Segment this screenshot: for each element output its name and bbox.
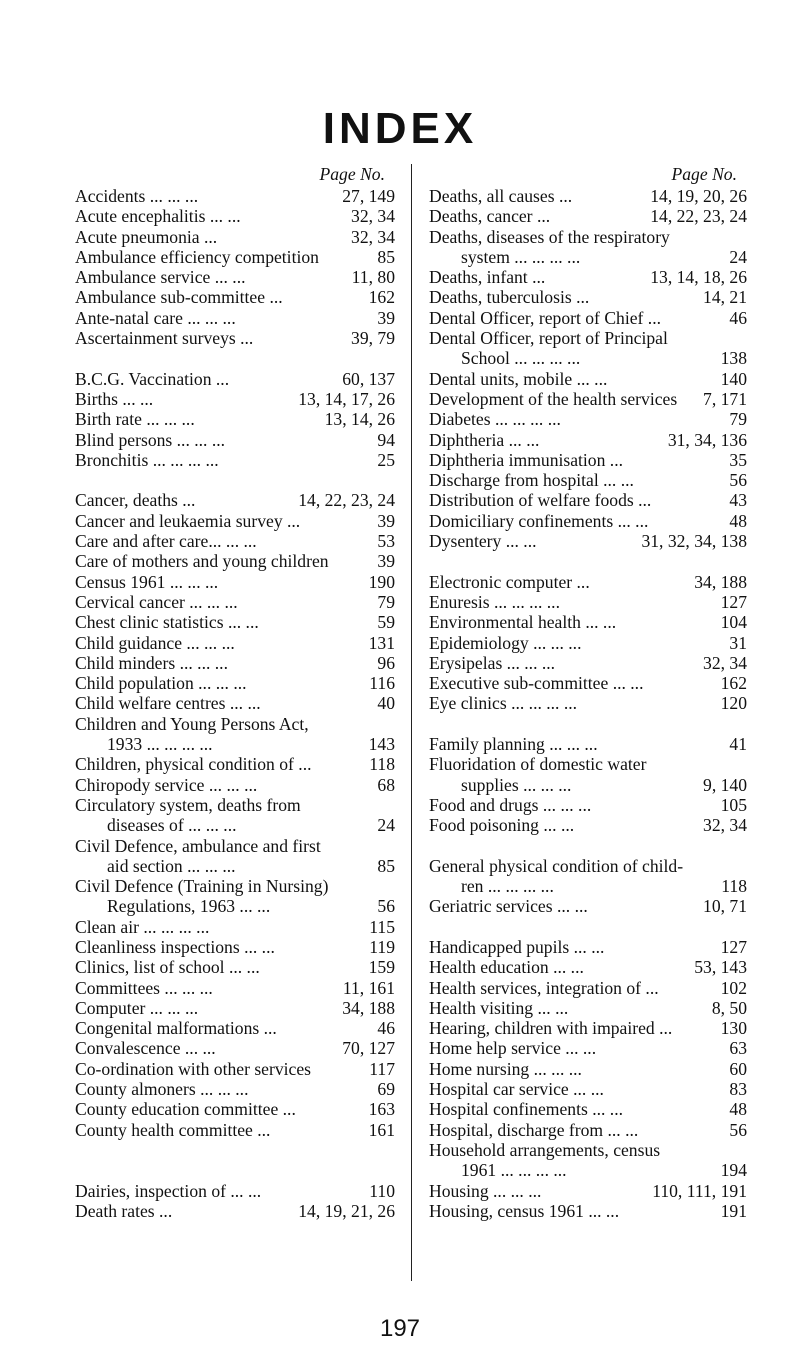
index-entry bbox=[429, 937, 747, 957]
entry-term: Enuresis ... ... ... ... bbox=[429, 591, 560, 612]
index-entry bbox=[429, 1099, 747, 1119]
entry-pages: 116 bbox=[365, 673, 395, 693]
index-entry bbox=[429, 206, 747, 226]
index-entry bbox=[75, 328, 395, 348]
index-entry bbox=[429, 775, 747, 795]
entry-pages: 11, 80 bbox=[348, 267, 395, 287]
index-entry bbox=[75, 389, 395, 409]
index-entry bbox=[429, 572, 747, 592]
entry-pages: 127 bbox=[717, 592, 747, 612]
entry-term: Electronic computer ... bbox=[429, 571, 590, 592]
entry-pages: 59 bbox=[373, 612, 395, 632]
entry-term: Discharge from hospital ... ... bbox=[429, 470, 634, 491]
entry-pages: 79 bbox=[725, 409, 747, 429]
index-entry bbox=[75, 186, 395, 206]
entry-term: Cancer and leukaemia survey ... bbox=[75, 510, 301, 531]
entry-pages: 11, 161 bbox=[339, 978, 395, 998]
entry-term: Cleanliness inspections ... ... bbox=[75, 936, 275, 957]
entry-pages: 7, 171 bbox=[699, 389, 747, 409]
entry-term: Child welfare centres ... ... bbox=[75, 693, 261, 714]
entry-pages: 25 bbox=[373, 450, 395, 470]
index-entry bbox=[429, 592, 747, 612]
entry-term: Children, physical condition of ... bbox=[75, 754, 312, 775]
entry-pages: 14, 19, 20, 26 bbox=[646, 186, 747, 206]
index-entry bbox=[75, 490, 395, 510]
entries-left bbox=[75, 186, 395, 1221]
index-entry bbox=[429, 328, 747, 348]
entry-term: Care and after care... ... ... bbox=[75, 531, 257, 552]
entry-term: Development of the health services bbox=[429, 388, 678, 409]
entry-pages: 127 bbox=[717, 937, 747, 957]
entry-term: Household arrangements, census bbox=[429, 1139, 661, 1160]
index-entry bbox=[429, 1201, 747, 1221]
entry-term: County health committee ... bbox=[75, 1119, 271, 1140]
entry-pages: 31, 32, 34, 138 bbox=[637, 531, 747, 551]
section-gap bbox=[429, 836, 747, 856]
entry-term: Chest clinic statistics ... ... bbox=[75, 612, 259, 633]
entry-pages: 140 bbox=[717, 369, 747, 389]
entry-pages: 118 bbox=[365, 754, 395, 774]
entry-pages: 13, 14, 17, 26 bbox=[294, 389, 395, 409]
index-entry bbox=[429, 470, 747, 490]
index-entry bbox=[75, 978, 395, 998]
entry-pages: 120 bbox=[717, 693, 747, 713]
entry-term: School ... ... ... ... bbox=[461, 348, 581, 369]
entry-pages: 31 bbox=[725, 633, 747, 653]
entry-pages: 13, 14, 18, 26 bbox=[646, 267, 747, 287]
entry-pages: 32, 34 bbox=[347, 227, 395, 247]
entry-pages: 56 bbox=[725, 1120, 747, 1140]
index-entry bbox=[429, 308, 747, 328]
index-entry bbox=[75, 795, 395, 815]
entry-term: Cancer, deaths ... bbox=[75, 490, 196, 511]
entry-pages: 39 bbox=[373, 308, 395, 328]
index-entry bbox=[429, 876, 747, 896]
entry-pages: 60, 137 bbox=[338, 369, 395, 389]
index-entry bbox=[75, 1120, 395, 1140]
index-entry bbox=[429, 856, 747, 876]
entry-term: Committees ... ... ... bbox=[75, 977, 213, 998]
index-entry bbox=[75, 592, 395, 612]
entry-term: Housing ... ... ... bbox=[429, 1180, 542, 1201]
index-entry bbox=[75, 409, 395, 429]
index-entry bbox=[75, 693, 395, 713]
entry-term: Civil Defence (Training in Nursing) bbox=[75, 876, 329, 897]
index-entry bbox=[75, 775, 395, 795]
entry-pages: 159 bbox=[365, 957, 395, 977]
entry-pages: 79 bbox=[373, 592, 395, 612]
entry-term: Acute encephalitis ... ... bbox=[75, 206, 241, 227]
entry-term: Circulatory system, deaths from bbox=[75, 794, 301, 815]
index-entry bbox=[429, 531, 747, 551]
index-entry bbox=[75, 734, 395, 754]
entry-term: Diphtheria immunisation ... bbox=[429, 449, 623, 470]
index-entry bbox=[75, 227, 395, 247]
index-entry bbox=[429, 653, 747, 673]
entry-term: General physical condition of child- bbox=[429, 855, 684, 876]
entry-pages: 162 bbox=[717, 673, 747, 693]
entry-term: Chiropody service ... ... ... bbox=[75, 774, 258, 795]
index-entry bbox=[75, 612, 395, 632]
entry-term: Erysipelas ... ... ... bbox=[429, 652, 556, 673]
entry-pages: 68 bbox=[373, 775, 395, 795]
entry-pages: 94 bbox=[373, 430, 395, 450]
entry-term: Home nursing ... ... ... bbox=[429, 1058, 582, 1079]
entry-pages: 14, 19, 21, 26 bbox=[294, 1201, 395, 1221]
entry-term: Epidemiology ... ... ... bbox=[429, 632, 582, 653]
entry-pages: 46 bbox=[373, 1018, 395, 1038]
entry-term: aid section ... ... ... bbox=[107, 855, 236, 876]
entry-term: Health visiting ... ... bbox=[429, 997, 569, 1018]
entry-term: Birth rate ... ... ... bbox=[75, 409, 195, 430]
entry-term: Deaths, infant ... bbox=[429, 267, 546, 288]
index-entry bbox=[75, 1038, 395, 1058]
entry-term: Dysentery ... ... bbox=[429, 531, 537, 552]
section-gap bbox=[429, 551, 747, 571]
entry-term: Food poisoning ... ... bbox=[429, 815, 575, 836]
index-entry bbox=[75, 267, 395, 287]
entry-term: Clean air ... ... ... ... bbox=[75, 916, 210, 937]
index-entry bbox=[429, 896, 747, 916]
index-entry bbox=[429, 267, 747, 287]
entry-pages: 143 bbox=[365, 734, 395, 754]
entry-term: Co-ordination with other services bbox=[75, 1058, 311, 1079]
entry-pages: 32, 34 bbox=[347, 206, 395, 226]
index-entry bbox=[429, 734, 747, 754]
entry-pages: 13, 14, 26 bbox=[321, 409, 395, 429]
index-entry bbox=[429, 612, 747, 632]
index-entry bbox=[429, 369, 747, 389]
section-gap bbox=[75, 1160, 395, 1180]
entry-term: Ambulance sub-committee ... bbox=[75, 287, 283, 308]
entry-pages: 110, 111, 191 bbox=[648, 1181, 747, 1201]
entry-pages: 83 bbox=[725, 1079, 747, 1099]
entry-term: diseases of ... ... ... bbox=[107, 815, 237, 836]
entry-pages: 24 bbox=[373, 815, 395, 835]
index-entry bbox=[75, 1181, 395, 1201]
entry-pages: 9, 140 bbox=[699, 775, 747, 795]
entry-term: supplies ... ... ... bbox=[461, 774, 572, 795]
entry-term: Child population ... ... ... bbox=[75, 673, 247, 694]
entry-pages: 131 bbox=[365, 633, 395, 653]
section-gap bbox=[75, 470, 395, 490]
index-entry bbox=[429, 450, 747, 470]
entry-pages: 85 bbox=[373, 856, 395, 876]
entry-term: Regulations, 1963 ... ... bbox=[107, 896, 271, 917]
index-entry bbox=[75, 1079, 395, 1099]
entry-pages: 163 bbox=[365, 1099, 395, 1119]
entry-term: Hospital confinements ... ... bbox=[429, 1099, 623, 1120]
entry-pages: 48 bbox=[725, 511, 747, 531]
entry-term: Death rates ... bbox=[75, 1200, 173, 1221]
entry-pages: 39, 79 bbox=[347, 328, 395, 348]
entry-term: Geriatric services ... ... bbox=[429, 896, 588, 917]
index-entry bbox=[429, 1079, 747, 1099]
entries-right bbox=[429, 186, 747, 1221]
entry-pages: 27, 149 bbox=[338, 186, 395, 206]
entry-pages: 48 bbox=[725, 1099, 747, 1119]
entry-pages: 34, 188 bbox=[690, 572, 747, 592]
entry-term: Environmental health ... ... bbox=[429, 612, 617, 633]
page-number: 197 bbox=[379, 1315, 421, 1342]
index-entry bbox=[429, 389, 747, 409]
entry-term: Cervical cancer ... ... ... bbox=[75, 591, 238, 612]
entry-pages: 63 bbox=[725, 1038, 747, 1058]
entry-term: Fluoridation of domestic water bbox=[429, 754, 647, 775]
entry-term: Family planning ... ... ... bbox=[429, 734, 598, 755]
index-entry bbox=[75, 957, 395, 977]
index-entry bbox=[429, 754, 747, 774]
entry-term: B.C.G. Vaccination ... bbox=[75, 368, 230, 389]
index-entry bbox=[75, 653, 395, 673]
entry-term: Domiciliary confinements ... ... bbox=[429, 510, 649, 531]
index-entry bbox=[429, 673, 747, 693]
index-entry bbox=[429, 957, 747, 977]
entry-term: Health services, integration of ... bbox=[429, 977, 659, 998]
entry-term: Accidents ... ... ... bbox=[75, 186, 199, 206]
entry-pages: 117 bbox=[365, 1059, 395, 1079]
index-entry bbox=[75, 430, 395, 450]
entry-pages: 96 bbox=[373, 653, 395, 673]
index-entry bbox=[75, 1099, 395, 1119]
index-entry bbox=[75, 815, 395, 835]
entry-term: Computer ... ... ... bbox=[75, 997, 199, 1018]
index-entry bbox=[429, 409, 747, 429]
index-entry bbox=[429, 1160, 747, 1180]
entry-term: Handicapped pupils ... ... bbox=[429, 936, 605, 957]
index-entry bbox=[429, 1018, 747, 1038]
index-column-left bbox=[75, 164, 395, 1221]
entry-term: Hospital, discharge from ... ... bbox=[429, 1119, 639, 1140]
entry-pages: 8, 50 bbox=[708, 998, 747, 1018]
index-entry bbox=[75, 247, 395, 267]
entry-pages: 191 bbox=[717, 1201, 747, 1221]
index-column-right bbox=[429, 164, 747, 1221]
page-title: INDEX bbox=[322, 104, 478, 153]
index-entry bbox=[429, 227, 747, 247]
entry-term: Blind persons ... ... ... bbox=[75, 429, 226, 450]
entry-pages: 138 bbox=[717, 348, 747, 368]
entry-term: Diabetes ... ... ... ... bbox=[429, 409, 561, 430]
entry-pages: 85 bbox=[373, 247, 395, 267]
entry-term: 1961 ... ... ... ... bbox=[461, 1160, 567, 1181]
index-entry bbox=[429, 693, 747, 713]
entry-term: Home help service ... ... bbox=[429, 1038, 597, 1059]
index-entry bbox=[75, 1018, 395, 1038]
index-entry bbox=[429, 348, 747, 368]
entry-term: Care of mothers and young children bbox=[75, 551, 329, 572]
entry-pages: 41 bbox=[725, 734, 747, 754]
entry-pages: 43 bbox=[725, 490, 747, 510]
entry-term: ren ... ... ... ... bbox=[461, 876, 554, 897]
entry-pages: 39 bbox=[373, 551, 395, 571]
index-entry bbox=[429, 247, 747, 267]
index-entry bbox=[75, 287, 395, 307]
index-entry bbox=[75, 998, 395, 1018]
index-entry bbox=[75, 836, 395, 856]
entry-term: Deaths, tuberculosis ... bbox=[429, 287, 590, 308]
entry-term: Ambulance service ... ... bbox=[75, 267, 246, 288]
entry-term: County education committee ... bbox=[75, 1099, 296, 1120]
entry-term: Acute pneumonia ... bbox=[75, 226, 218, 247]
entry-term: Convalescence ... ... bbox=[75, 1038, 216, 1059]
entry-term: Distribution of welfare foods ... bbox=[429, 490, 652, 511]
entry-term: Housing, census 1961 ... ... bbox=[429, 1200, 620, 1221]
entry-pages: 190 bbox=[365, 572, 395, 592]
entry-pages: 60 bbox=[725, 1059, 747, 1079]
index-entry bbox=[429, 815, 747, 835]
entry-pages: 35 bbox=[725, 450, 747, 470]
index-entry bbox=[75, 896, 395, 916]
entry-pages: 194 bbox=[717, 1160, 747, 1180]
entry-term: Deaths, diseases of the respiratory bbox=[429, 226, 670, 247]
index-entry bbox=[429, 978, 747, 998]
entry-pages: 105 bbox=[717, 795, 747, 815]
entry-pages: 14, 22, 23, 24 bbox=[294, 490, 395, 510]
index-entry bbox=[75, 1201, 395, 1221]
entry-term: County almoners ... ... ... bbox=[75, 1079, 249, 1100]
index-entry bbox=[75, 1059, 395, 1079]
index-entry bbox=[429, 287, 747, 307]
entry-pages: 39 bbox=[373, 511, 395, 531]
entry-pages: 56 bbox=[373, 896, 395, 916]
entry-term: Ascertainment surveys ... bbox=[75, 328, 254, 349]
column-header: Page No. bbox=[319, 164, 385, 184]
entry-term: Deaths, cancer ... bbox=[429, 206, 551, 227]
index-entry bbox=[429, 1140, 747, 1160]
section-gap bbox=[75, 348, 395, 368]
index-entry bbox=[75, 572, 395, 592]
column-divider bbox=[411, 164, 412, 1281]
entry-pages: 70, 127 bbox=[338, 1038, 395, 1058]
entry-pages: 14, 22, 23, 24 bbox=[646, 206, 747, 226]
index-entry bbox=[75, 917, 395, 937]
entry-pages: 32, 34 bbox=[699, 653, 747, 673]
entry-term: Children and Young Persons Act, bbox=[75, 713, 309, 734]
entry-term: Ambulance efficiency competition bbox=[75, 246, 319, 267]
entry-pages: 14, 21 bbox=[699, 287, 747, 307]
entry-term: Deaths, all causes ... bbox=[429, 186, 573, 206]
entry-term: Hospital car service ... ... bbox=[429, 1079, 604, 1100]
entry-pages: 46 bbox=[725, 308, 747, 328]
entry-term: Food and drugs ... ... ... bbox=[429, 794, 592, 815]
entry-pages: 161 bbox=[365, 1120, 395, 1140]
index-entry bbox=[75, 308, 395, 328]
entry-pages: 56 bbox=[725, 470, 747, 490]
index-entry bbox=[75, 551, 395, 571]
entry-term: Hearing, children with impaired ... bbox=[429, 1018, 673, 1039]
index-entry bbox=[429, 186, 747, 206]
entry-term: Bronchitis ... ... ... ... bbox=[75, 449, 219, 470]
entry-term: Civil Defence, ambulance and first bbox=[75, 835, 321, 856]
entry-term: Clinics, list of school ... ... bbox=[75, 957, 260, 978]
entry-pages: 119 bbox=[365, 937, 395, 957]
index-entry bbox=[429, 490, 747, 510]
index-entry bbox=[429, 998, 747, 1018]
entry-term: system ... ... ... ... bbox=[461, 246, 581, 267]
index-entry bbox=[429, 795, 747, 815]
entry-term: Eye clinics ... ... ... ... bbox=[429, 693, 578, 714]
index-entry bbox=[75, 206, 395, 226]
entry-term: Executive sub-committee ... ... bbox=[429, 673, 644, 694]
entry-term: 1933 ... ... ... ... bbox=[107, 734, 213, 755]
entry-term: Census 1961 ... ... ... bbox=[75, 571, 219, 592]
entry-pages: 31, 34, 136 bbox=[664, 430, 747, 450]
index-entry bbox=[429, 1120, 747, 1140]
section-gap bbox=[75, 1140, 395, 1160]
index-entry bbox=[75, 714, 395, 734]
entry-pages: 162 bbox=[365, 287, 395, 307]
entry-pages: 102 bbox=[717, 978, 747, 998]
entry-term: Ante-natal care ... ... ... bbox=[75, 307, 236, 328]
index-entry bbox=[75, 937, 395, 957]
index-entry bbox=[75, 633, 395, 653]
index-entry bbox=[75, 511, 395, 531]
entry-term: Health education ... ... bbox=[429, 957, 584, 978]
entry-term: Congenital malformations ... bbox=[75, 1018, 277, 1039]
index-entry bbox=[75, 856, 395, 876]
entry-pages: 130 bbox=[717, 1018, 747, 1038]
index-entry bbox=[429, 1038, 747, 1058]
entry-pages: 24 bbox=[725, 247, 747, 267]
entry-pages: 40 bbox=[373, 693, 395, 713]
index-entry bbox=[429, 1181, 747, 1201]
entry-pages: 69 bbox=[373, 1079, 395, 1099]
entry-pages: 34, 188 bbox=[338, 998, 395, 1018]
entry-pages: 104 bbox=[717, 612, 747, 632]
index-entry bbox=[429, 1059, 747, 1079]
index-entry bbox=[75, 531, 395, 551]
entry-term: Dental Officer, report of Chief ... bbox=[429, 307, 662, 328]
index-entry bbox=[75, 673, 395, 693]
entry-term: Child minders ... ... ... bbox=[75, 652, 228, 673]
entry-term: Births ... ... bbox=[75, 388, 154, 409]
section-gap bbox=[429, 714, 747, 734]
entry-pages: 115 bbox=[365, 917, 395, 937]
entry-term: Diphtheria ... ... bbox=[429, 429, 540, 450]
entry-pages: 110 bbox=[365, 1181, 395, 1201]
entry-pages: 10, 71 bbox=[699, 896, 747, 916]
entry-pages: 53 bbox=[373, 531, 395, 551]
index-entry bbox=[429, 430, 747, 450]
entry-term: Dairies, inspection of ... ... bbox=[75, 1180, 262, 1201]
index-entry bbox=[75, 450, 395, 470]
entry-term: Dental units, mobile ... ... bbox=[429, 368, 608, 389]
entry-pages: 53, 143 bbox=[690, 957, 747, 977]
column-header: Page No. bbox=[671, 164, 737, 184]
entry-term: Dental Officer, report of Principal bbox=[429, 328, 668, 349]
index-entry bbox=[429, 633, 747, 653]
section-gap bbox=[429, 917, 747, 937]
index-entry bbox=[75, 754, 395, 774]
entry-pages: 32, 34 bbox=[699, 815, 747, 835]
index-entry bbox=[75, 876, 395, 896]
entry-pages: 118 bbox=[717, 876, 747, 896]
entry-term: Child guidance ... ... ... bbox=[75, 632, 235, 653]
index-entry bbox=[429, 511, 747, 531]
index-entry bbox=[75, 369, 395, 389]
